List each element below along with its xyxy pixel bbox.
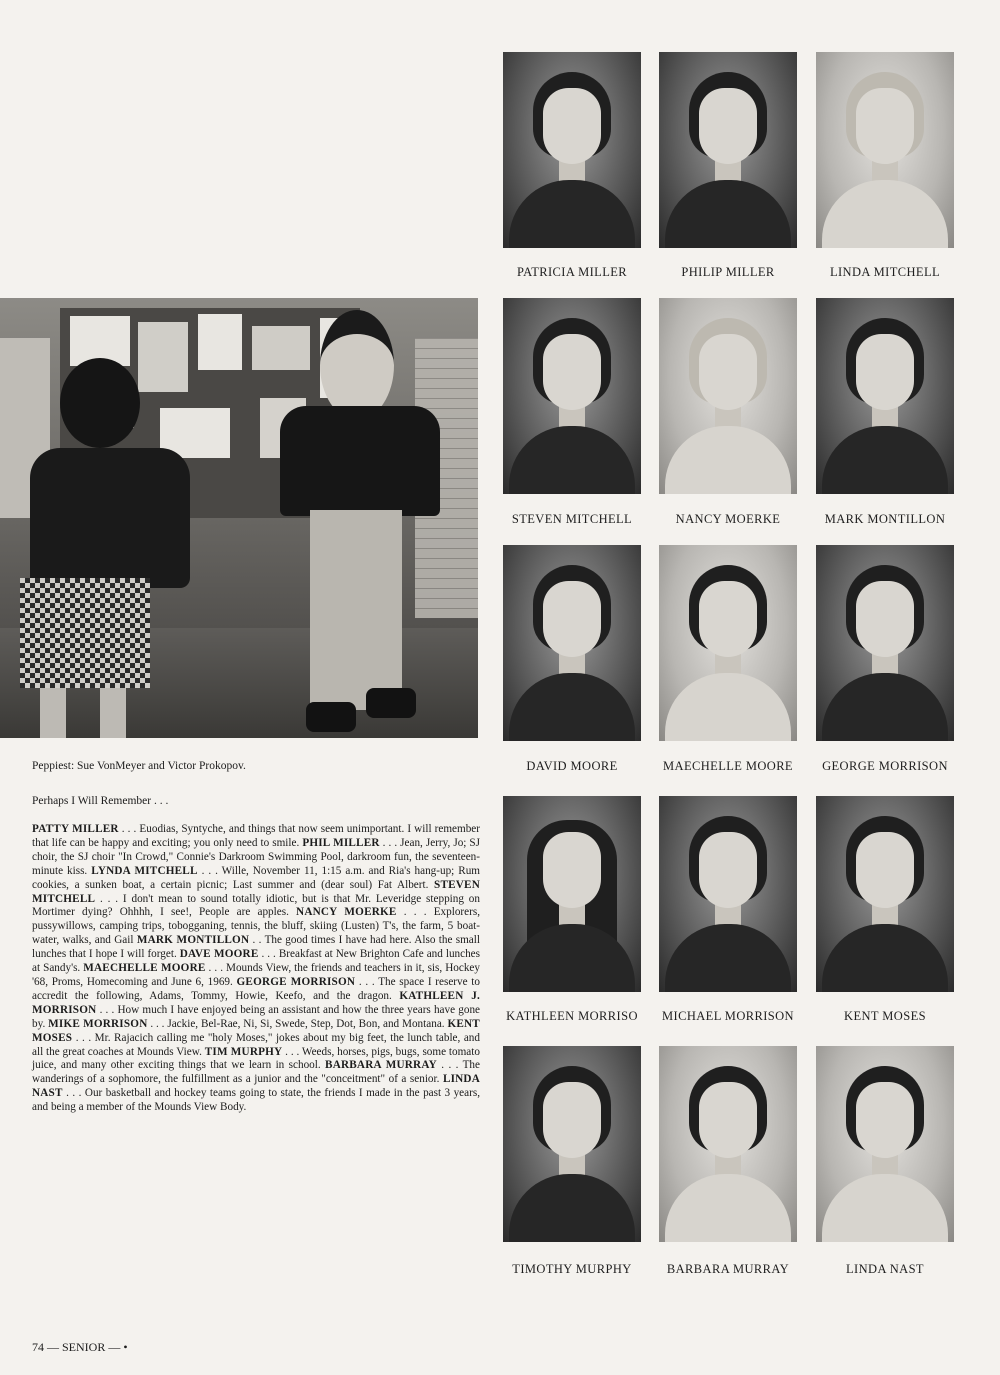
entry-name: GEORGE MORRISON: [236, 975, 356, 988]
entry-name: NANCY MOERKE: [296, 906, 397, 919]
portrait-caption: STEVEN MITCHELL: [511, 512, 633, 526]
entry-text: . . . The wanderings of a sophomore, the fulfillment as a junior and the "conceitment" of a senior.: [32, 1059, 480, 1086]
portrait-caption: NANCY MOERKE: [675, 512, 781, 526]
entry-text: . . . Mounds View, the friends and teachers in it, sis, Hockey '68, Proms, Homecoming and June 6, 1969.: [32, 962, 480, 988]
entry-name: LINDA NAST: [32, 1073, 480, 1100]
person-sue: [20, 358, 200, 738]
page-footer: 74 — SENIOR — •: [32, 1340, 128, 1354]
portrait-caption: KATHLEEN MORRISO: [506, 1009, 638, 1023]
entry-text: . . . Mr. Rajacich calling me "holy Moses," jokes about my big feet, the lunch table, and all the great coaches at Mounds View.: [32, 1031, 480, 1058]
entry-text: . . . Jackie, Bel-Rae, Ni, Si, Swede, Step, Dot, Bon, and Montana.: [147, 1017, 448, 1030]
entry-text: . . . Jean, Jerry, Jo; SJ choir, the SJ choir "In Crowd," Connie's Darkroom Swimming Pool, darkroom fun, the seventeen-minute kiss.: [32, 836, 481, 877]
photo-caption: Peppiest: Sue VonMeyer and Victor Prokopov.: [32, 760, 246, 772]
portrait-photo: [659, 52, 797, 248]
portrait-photo: [816, 298, 954, 494]
portrait-photo: [659, 796, 797, 992]
candid-photo: [0, 298, 478, 738]
entry-text: . . . Weeds, horses, pigs, bugs, some tomato juice, and many other exciting things that we learn in school.: [32, 1045, 480, 1072]
entry-text: . . . Euodias, Syntyche, and things that now seem unimportant. I will remember that life can be happy and exciting; you only need to smile.: [32, 823, 480, 849]
entry-name: MIKE MORRISON: [48, 1017, 148, 1030]
portrait-photo: [503, 298, 641, 494]
entry-name: PATTY MILLER: [32, 823, 119, 835]
entry-text: . . . The space I reserve to accredit the following, Adams, Tommy, Howie, Keefo, and the dragon.: [32, 975, 481, 1002]
entry-text: . . . Explorers, pussywillows, camping trips, tobogganing, tennis, the bluff, skiing (Lusten) T's, the farm, 5 boat-water, walks, and Gail: [32, 906, 480, 947]
entry-name: DAVE MOORE: [179, 948, 259, 961]
entry-name: LYNDA MITCHELL: [91, 864, 198, 877]
portrait-photo: [503, 545, 641, 741]
entry-name: KENT MOSES: [32, 1017, 480, 1044]
entry-text: . . . I don't mean to sound totally idiotic, but is that Mr. Leveridge stepping on Mortimer dying? Ohhhh, I see!, People are apples.: [32, 892, 480, 919]
person-victor: [270, 310, 450, 738]
portrait-photo: [659, 545, 797, 741]
portrait-photo: [816, 545, 954, 741]
entry-text: . . . How much I have enjoyed being an assistant and how the three years have gone by.: [32, 1003, 480, 1030]
entry-text: . . . Wille, November 11, 1:15 a.m. and Ria's hang-up; Rum cookies, a sunken boat, a certain picnic; Last summer and (dear soul) Fat Albert.: [32, 864, 480, 891]
portrait-caption: MAECHELLE MOORE: [663, 759, 793, 773]
portrait-photo: [816, 52, 954, 248]
entry-text: . . . Breakfast at New Brighton Cafe and lunches at Sandy's.: [32, 948, 481, 975]
entry-name: TIM MURPHY: [204, 1045, 283, 1058]
portrait-caption: MICHAEL MORRISON: [662, 1009, 794, 1023]
portrait-caption: KENT MOSES: [844, 1009, 926, 1023]
portrait-photo: [659, 1046, 797, 1242]
entry-name: MARK MONTILLON: [136, 934, 250, 947]
remember-title: Perhaps I Will Remember . . .: [32, 795, 169, 807]
portrait-caption: LINDA MITCHELL: [829, 265, 941, 279]
entry-text: . . The good times I have had here. Also the small lunches that I hope I will forget.: [32, 934, 480, 961]
portrait-caption: BARBARA MURRAY: [666, 1262, 790, 1276]
senior-memories-text: [32, 823, 480, 1115]
portrait-photo: [659, 298, 797, 494]
portrait-caption: GEORGE MORRISON: [822, 759, 948, 773]
portrait-caption: DAVID MOORE: [526, 759, 618, 773]
entry-name: MAECHELLE MOORE: [83, 962, 206, 975]
entry-name: PHIL MILLER: [302, 836, 380, 849]
portrait-caption: TIMOTHY MURPHY: [512, 1262, 632, 1276]
portrait-photo: [816, 1046, 954, 1242]
portrait-caption: PATRICIA MILLER: [516, 265, 628, 279]
portrait-photo: [816, 796, 954, 992]
portrait-photo: [503, 1046, 641, 1242]
portrait-caption: LINDA NAST: [846, 1262, 924, 1276]
portrait-caption: MARK MONTILLON: [824, 512, 946, 526]
entry-name: STEVEN MITCHELL: [32, 878, 480, 905]
entry-name: BARBARA MURRAY: [325, 1059, 437, 1072]
entry-text: . . . Our basketball and hockey teams going to state, the friends I made in the past 3 years, and being a member of the Mounds View Body.: [32, 1087, 480, 1114]
entry-name: KATHLEEN J. MORRISON: [32, 989, 480, 1016]
portrait-photo: [503, 52, 641, 248]
portrait-caption: PHILIP MILLER: [681, 265, 775, 279]
portrait-photo: [503, 796, 641, 992]
